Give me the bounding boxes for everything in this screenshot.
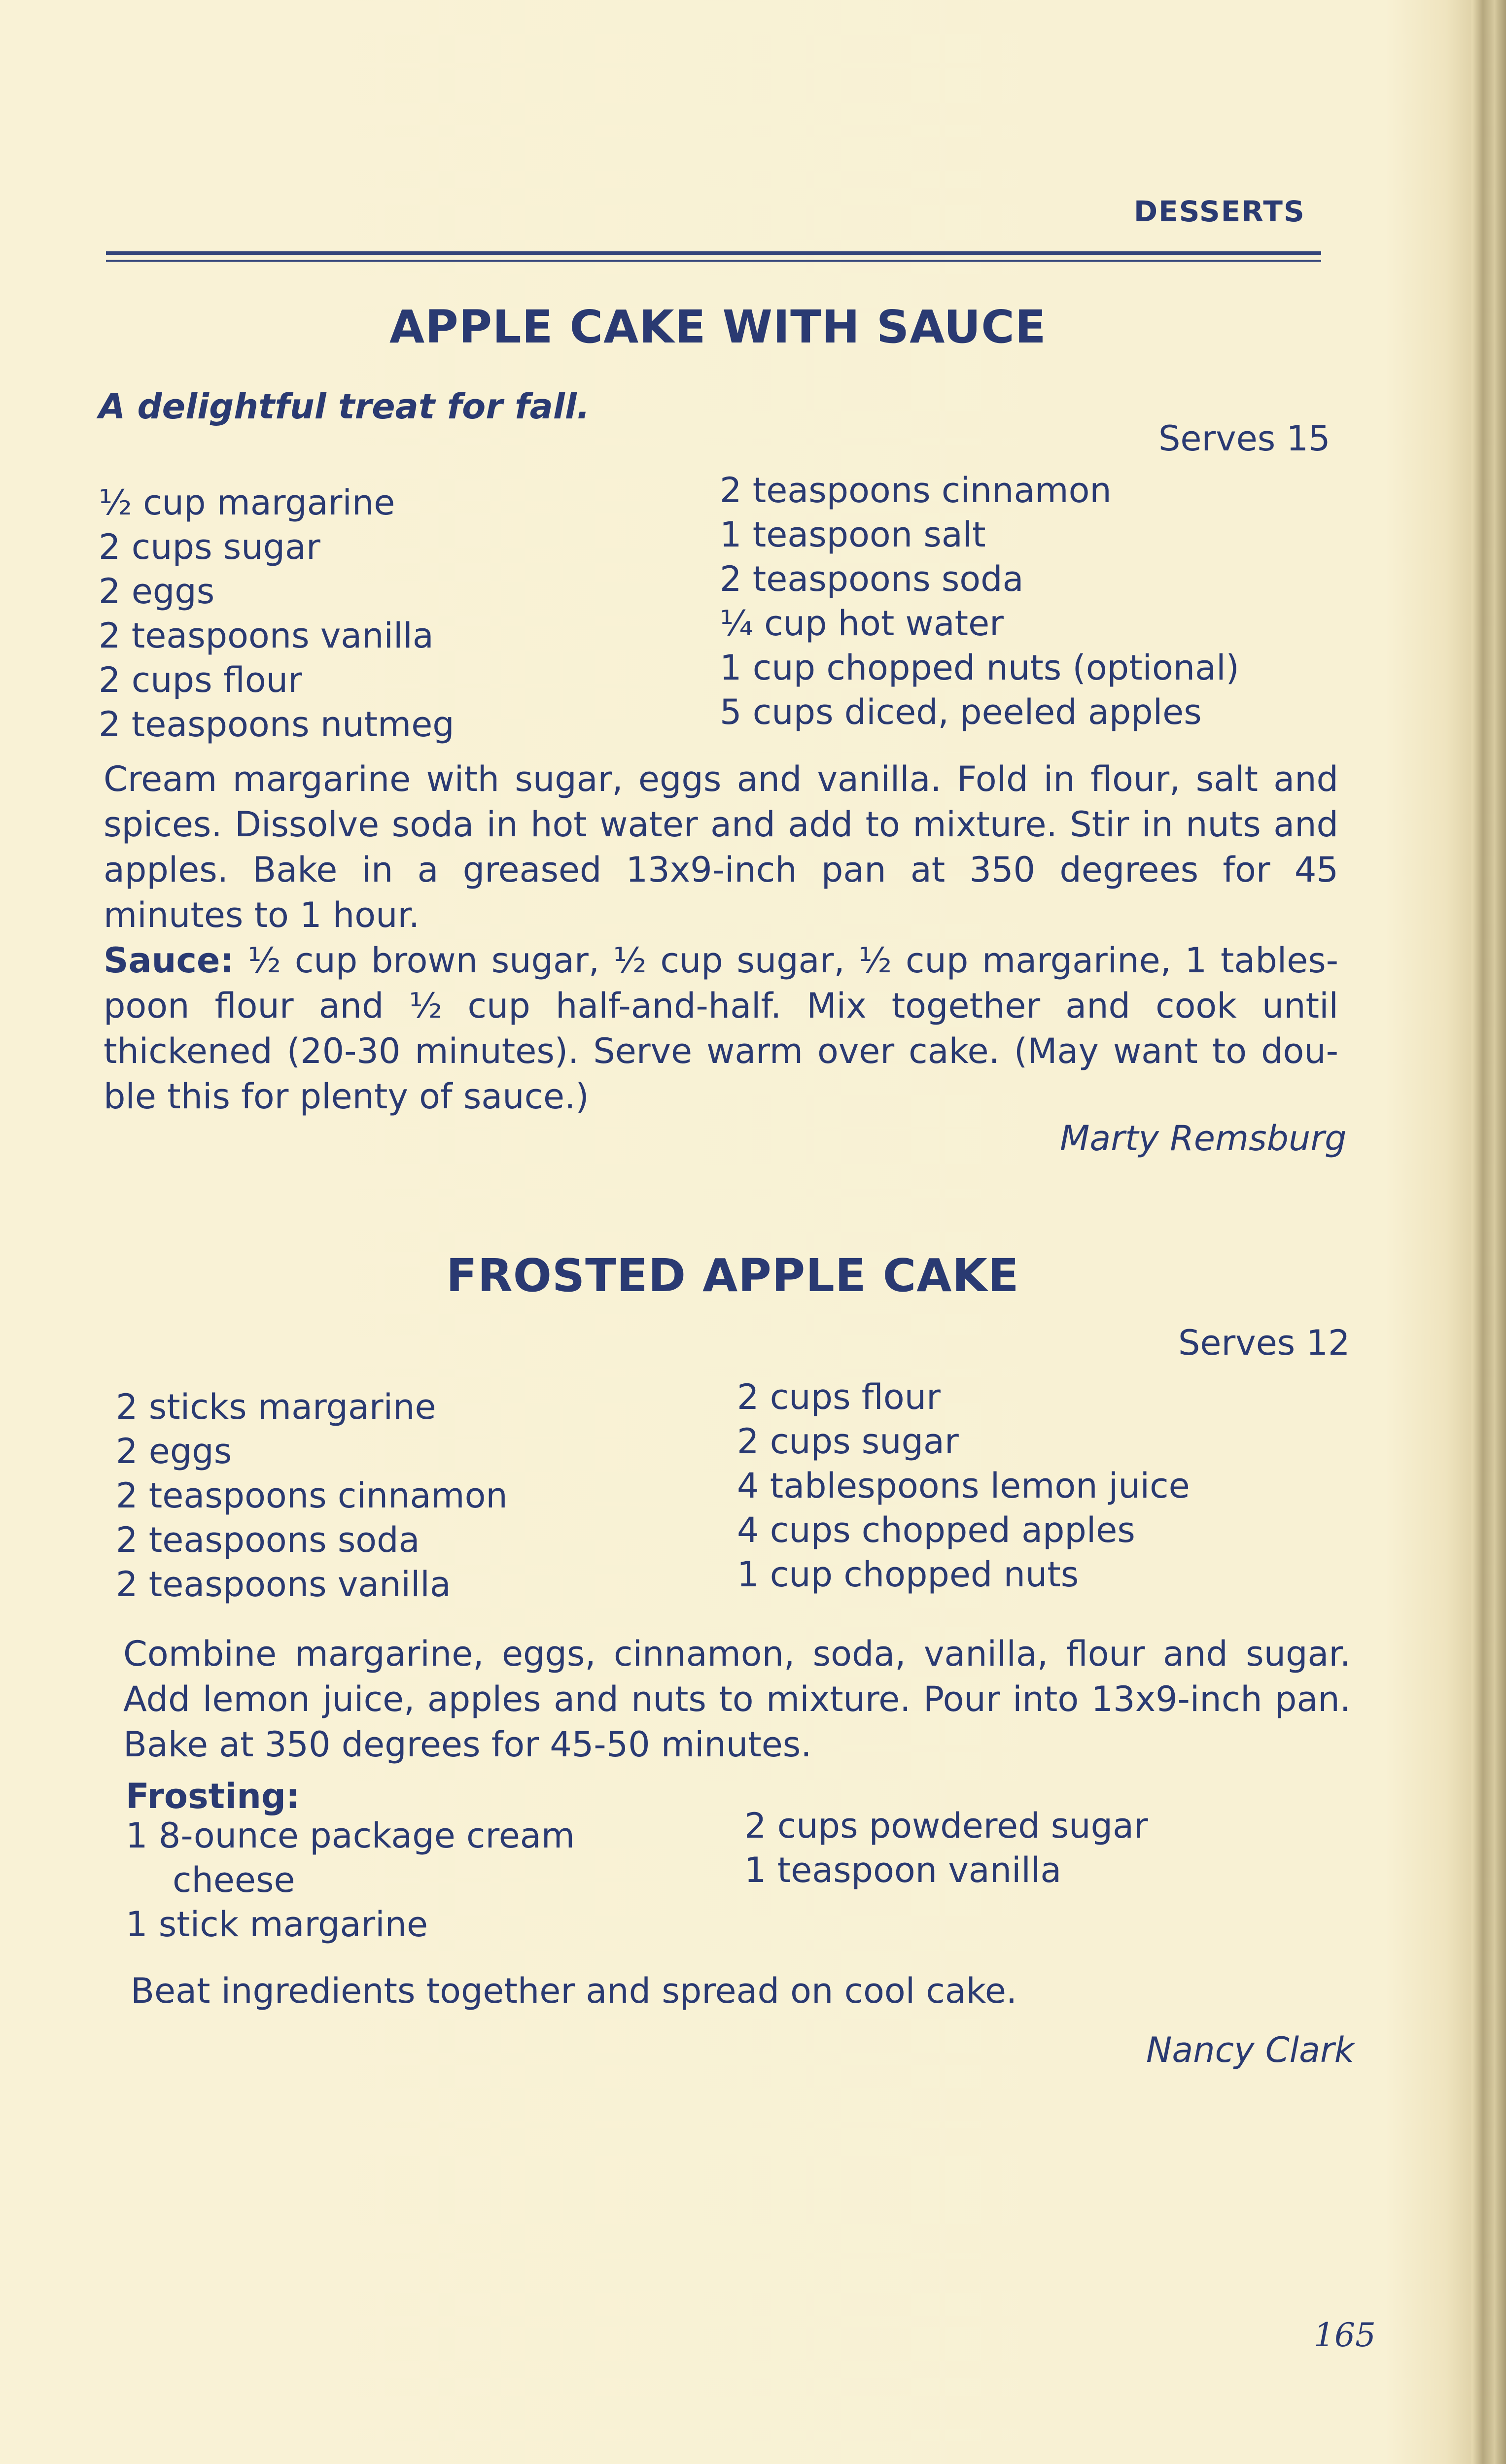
ingredient-item: 2 sticks margarine	[116, 1387, 436, 1427]
ingredient-list-right	[737, 1375, 1190, 1597]
ingredient-item: 2 teaspoons vanilla	[116, 1564, 451, 1605]
ingredient-item: 2 cups flour	[99, 660, 302, 700]
recipe-serves: Serves 12	[1178, 1323, 1350, 1363]
frosting-label: Frosting:	[126, 1776, 300, 1816]
ingredient-item: 2 teaspoons cinnamon	[116, 1475, 508, 1516]
recipe-contributor: Nancy Clark	[1146, 2030, 1355, 2070]
ingredient-item: 2 eggs	[99, 571, 215, 612]
frosting-list-left	[126, 1814, 575, 1947]
ingredient-item: 1 8-ounce package cream	[126, 1815, 575, 1856]
recipe-title: APPLE CAKE WITH SAUCE	[389, 301, 1047, 353]
ingredient-item: 1 cup chopped nuts (optional)	[720, 648, 1239, 688]
frosting-directions: Beat ingredients together and spread on cool cake.	[131, 1971, 1017, 2011]
ingredient-item: 2 teaspoons soda	[720, 559, 1024, 599]
sauce-text: ½ cup brown sugar, ½ cup sugar, ½ cup margarine, 1 tables-poon flour and ½ cup half-and-half. Mix together and cook until thickened (20-30 minutes). Serve warm over cake. (May want to dou-ble this for plenty of sauce.)	[104, 940, 1338, 1117]
sauce-paragraph	[104, 938, 1338, 1119]
ingredient-item: cheese	[173, 1860, 295, 1900]
section-header: DESSERTS	[1134, 195, 1305, 228]
ingredient-list-left	[116, 1385, 508, 1607]
recipe-directions	[123, 1631, 1351, 1767]
ingredient-list-left	[99, 480, 455, 747]
ingredient-item: ½ cup margarine	[99, 482, 395, 523]
page-number: 165	[1314, 2316, 1376, 2354]
ingredient-item: 2 teaspoons nutmeg	[99, 704, 455, 745]
recipe-contributor: Marty Remsburg	[1060, 1118, 1347, 1159]
ingredient-item: 1 stick margarine	[126, 1904, 428, 1945]
recipe-directions	[104, 756, 1338, 1119]
recipe-title: FROSTED APPLE CAKE	[446, 1249, 1019, 1302]
ingredient-item: 2 cups sugar	[99, 527, 320, 567]
header-rule-thin	[106, 260, 1321, 262]
ingredient-list-right	[720, 468, 1239, 734]
sauce-label: Sauce:	[104, 940, 234, 981]
directions-text: Combine margarine, eggs, cinnamon, soda, vanilla, flour and sugar. Add lemon juice, apples and nuts to mixture. Pour into 13x9-inch pan. Bake at 350 degrees for 45-50 minutes.	[123, 1634, 1351, 1765]
recipe-serves: Serves 15	[1158, 418, 1331, 459]
ingredient-item: 1 teaspoon salt	[720, 514, 986, 555]
ingredient-item: 2 teaspoons cinnamon	[720, 470, 1112, 511]
ingredient-item: 2 cups flour	[737, 1377, 941, 1417]
ingredient-item: 2 cups powdered sugar	[744, 1806, 1148, 1846]
ingredient-item: 4 cups chopped apples	[737, 1510, 1135, 1550]
ingredient-item: 4 tablespoons lemon juice	[737, 1466, 1190, 1506]
frosting-list-right	[744, 1804, 1148, 1892]
ingredient-item: ¼ cup hot water	[720, 603, 1004, 644]
directions-text: Cream margarine with sugar, eggs and vanilla. Fold in flour, salt and spices. Dissolve soda in hot water and add to mixture. Stir in nuts and apples. Bake in a greased 13x9-inch pan at 350 degrees for 45 minutes to 1 hour.	[104, 759, 1338, 935]
book-spine-edge	[1471, 0, 1506, 2464]
ingredient-item: 1 cup chopped nuts	[737, 1554, 1079, 1595]
ingredient-item: 2 eggs	[116, 1431, 232, 1472]
recipe-tagline: A delightful treat for fall.	[99, 386, 590, 427]
ingredient-item: 2 cups sugar	[737, 1421, 959, 1462]
header-rule	[106, 251, 1321, 255]
ingredient-item: 2 teaspoons vanilla	[99, 616, 434, 656]
ingredient-item: 1 teaspoon vanilla	[744, 1850, 1062, 1890]
ingredient-item: 5 cups diced, peeled apples	[720, 692, 1202, 732]
ingredient-item: 2 teaspoons soda	[116, 1520, 420, 1560]
